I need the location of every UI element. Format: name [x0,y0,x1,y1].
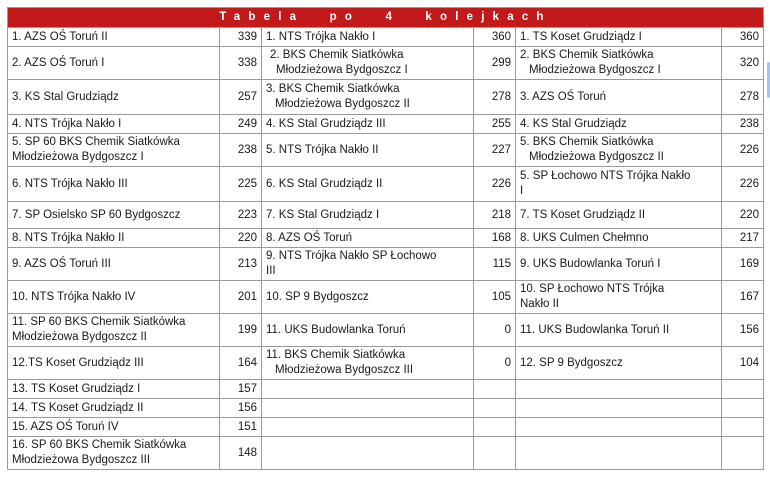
team-name-line: 6. NTS Trójka Nakło III [12,177,128,190]
table-row [8,80,764,115]
team-name-cell [262,281,474,314]
points-cell: 148 [220,437,262,470]
points-cell: 157 [220,380,262,399]
table-row [8,399,764,418]
points-cell: 201 [220,281,262,314]
team-name-cell [8,47,220,80]
table-row [8,134,764,167]
team-name-line: 8. AZS OŚ Toruń [266,231,353,244]
table-row [8,281,764,314]
empty-cell [262,418,474,437]
table-row [8,28,764,47]
empty-cell [722,380,764,399]
team-name-line: 16. SP 60 BKS Chemik Siatkówka [12,439,187,451]
points-cell: 278 [722,80,764,115]
team-name-line: 12.TS Koset Grudziądz III [12,356,144,369]
empty-cell [474,437,516,470]
team-name-line: 1. AZS OŚ Toruń II [12,30,108,43]
team-name-cell [262,80,474,115]
points-cell: 299 [474,47,516,80]
points-cell: 226 [722,134,764,167]
points-cell: 238 [722,115,764,134]
points-cell: 168 [474,229,516,248]
team-name-cell [262,248,474,281]
table-row [8,380,764,399]
points-cell: 360 [474,28,516,47]
team-name-line: Nakło II [520,298,559,310]
team-name-cell [8,80,220,115]
team-name-cell [262,28,474,47]
team-name-line: 3. BKS Chemik Siatkówka [266,83,400,95]
team-name-cell [262,347,474,380]
empty-cell [516,380,722,399]
empty-cell [722,399,764,418]
team-name-line: 4. NTS Trójka Nakło I [12,117,122,130]
team-name-line: 5. SP 60 BKS Chemik Siatkówka [12,136,180,148]
team-name-line: Młodzieżowa Bydgoszcz I [276,64,408,76]
team-name-line: 4. KS Stal Grudziądz [520,117,627,130]
team-name-line: Młodzieżowa Bydgoszcz II [12,331,147,343]
team-name-cell [8,281,220,314]
team-name-cell [262,229,474,248]
points-cell: 238 [220,134,262,167]
team-name-line: 3. AZS OŚ Toruń [520,90,607,103]
team-name-cell [516,347,722,380]
team-name-line: 7. SP Osielsko SP 60 Bydgoszcz [12,208,181,221]
team-name-line: 11. UKS Budowlanka Toruń [266,323,406,336]
table-row [8,418,764,437]
points-cell: 225 [220,167,262,202]
points-cell: 164 [220,347,262,380]
team-name-line: 8. NTS Trójka Nakło II [12,231,125,244]
points-cell: 360 [722,28,764,47]
team-name-line: 1. TS Koset Grudziądz I [520,30,642,43]
team-name-cell [8,380,220,399]
team-name-line: 5. NTS Trójka Nakło II [266,143,379,156]
table-row [8,314,764,347]
team-name-line: 4. KS Stal Grudziądz III [266,117,386,130]
empty-cell [474,418,516,437]
points-cell: 338 [220,47,262,80]
table-row [8,47,764,80]
table-row [8,202,764,229]
team-name-cell [8,167,220,202]
team-name-cell [262,134,474,167]
points-cell: 169 [722,248,764,281]
team-name-line: 11. BKS Chemik Siatkówka [266,349,406,361]
team-name-line: 10. SP Łochowo NTS Trójka [520,283,665,295]
empty-cell [516,399,722,418]
points-cell: 220 [220,229,262,248]
empty-cell [516,437,722,470]
empty-cell [474,380,516,399]
team-name-cell [516,248,722,281]
team-name-line: 11. SP 60 BKS Chemik Siatkówka [12,316,186,328]
team-name-cell [516,80,722,115]
points-cell: 257 [220,80,262,115]
team-name-line: I [520,185,524,197]
team-name-cell [8,134,220,167]
team-name-line: 3. KS Stal Grudziądz [12,90,119,103]
team-name-cell [8,399,220,418]
points-cell: 223 [220,202,262,229]
team-name-cell [516,167,722,202]
team-name-cell [516,281,722,314]
team-name-cell [8,437,220,470]
points-cell: 0 [474,347,516,380]
points-cell: 217 [722,229,764,248]
points-cell: 104 [722,347,764,380]
team-name-line: 15. AZS OŚ Toruń IV [12,420,119,433]
table-row [8,115,764,134]
empty-cell [262,380,474,399]
points-cell: 339 [220,28,262,47]
table-row [8,437,764,470]
points-cell: 249 [220,115,262,134]
team-name-cell [262,202,474,229]
team-name-line: 1. NTS Trójka Nakło I [266,30,376,43]
team-name-line: 14. TS Koset Grudziądz II [12,401,144,414]
team-name-cell [516,314,722,347]
team-name-line: 5. BKS Chemik Siatkówka [520,136,654,148]
table-row [8,347,764,380]
empty-cell [516,418,722,437]
team-name-line: III [266,265,276,277]
empty-cell [262,399,474,418]
team-name-line: 7. TS Koset Grudziądz II [520,208,646,221]
team-name-line: Młodzieżowa Bydgoszcz II [529,151,664,163]
team-name-cell [516,202,722,229]
points-cell: 213 [220,248,262,281]
team-name-cell [8,347,220,380]
table-title: Tabela po 4 kolejkach [8,8,764,28]
points-cell: 320 [722,47,764,80]
team-name-line: 8. UKS Culmen Chełmno [520,231,649,244]
empty-cell [262,437,474,470]
team-name-line: 5. SP Łochowo NTS Trójka Nakło [520,170,691,182]
points-cell: 156 [220,399,262,418]
team-name-cell [516,47,722,80]
team-name-cell [8,202,220,229]
team-name-cell [8,248,220,281]
points-cell: 115 [474,248,516,281]
empty-cell [722,418,764,437]
points-cell: 226 [474,167,516,202]
team-name-line: 11. UKS Budowlanka Toruń II [520,323,670,336]
empty-cell [722,437,764,470]
table-row [8,229,764,248]
points-cell: 156 [722,314,764,347]
team-name-cell [8,418,220,437]
team-name-cell [8,229,220,248]
points-cell: 167 [722,281,764,314]
points-cell: 278 [474,80,516,115]
team-name-line: 10. NTS Trójka Nakło IV [12,290,136,303]
empty-cell [474,399,516,418]
points-cell: 151 [220,418,262,437]
points-cell: 218 [474,202,516,229]
team-name-cell [262,47,474,80]
team-name-line: Młodzieżowa Bydgoszcz I [12,151,144,163]
points-cell: 220 [722,202,764,229]
points-cell: 199 [220,314,262,347]
team-name-line: 7. KS Stal Grudziądz I [266,208,380,221]
points-cell: 227 [474,134,516,167]
team-name-line: 9. UKS Budowlanka Toruń I [520,257,661,270]
team-name-cell [262,314,474,347]
team-name-line: 2. AZS OŚ Toruń I [12,56,105,69]
team-name-line: 9. NTS Trójka Nakło SP Łochowo [266,250,437,262]
team-name-cell [8,314,220,347]
team-name-cell [516,229,722,248]
team-name-cell [262,115,474,134]
team-name-cell [8,115,220,134]
team-name-line: Młodzieżowa Bydgoszcz III [12,454,151,466]
team-name-line: Młodzieżowa Bydgoszcz I [529,64,661,76]
table-row [8,248,764,281]
team-name-line: 9. AZS OŚ Toruń III [12,257,111,270]
points-cell: 255 [474,115,516,134]
points-cell: 105 [474,281,516,314]
team-name-line: Młodzieżowa Bydgoszcz II [275,98,410,110]
team-name-cell [516,115,722,134]
team-name-line: 12. SP 9 Bydgoszcz [520,356,623,369]
standings-table [7,7,764,470]
team-name-line: Młodzieżowa Bydgoszcz III [275,364,414,376]
team-name-cell [8,28,220,47]
points-cell: 226 [722,167,764,202]
team-name-cell [516,28,722,47]
team-name-line: 10. SP 9 Bydgoszcz [266,290,369,303]
team-name-line: 2. BKS Chemik Siatkówka [270,49,404,61]
table-row [8,167,764,202]
team-name-cell [516,134,722,167]
points-cell: 0 [474,314,516,347]
team-name-cell [262,167,474,202]
team-name-line: 13. TS Koset Grudziądz I [12,382,141,395]
team-name-line: 2. BKS Chemik Siatkówka [520,49,654,61]
title-row [8,8,764,28]
team-name-line: 6. KS Stal Grudziądz II [266,177,383,190]
